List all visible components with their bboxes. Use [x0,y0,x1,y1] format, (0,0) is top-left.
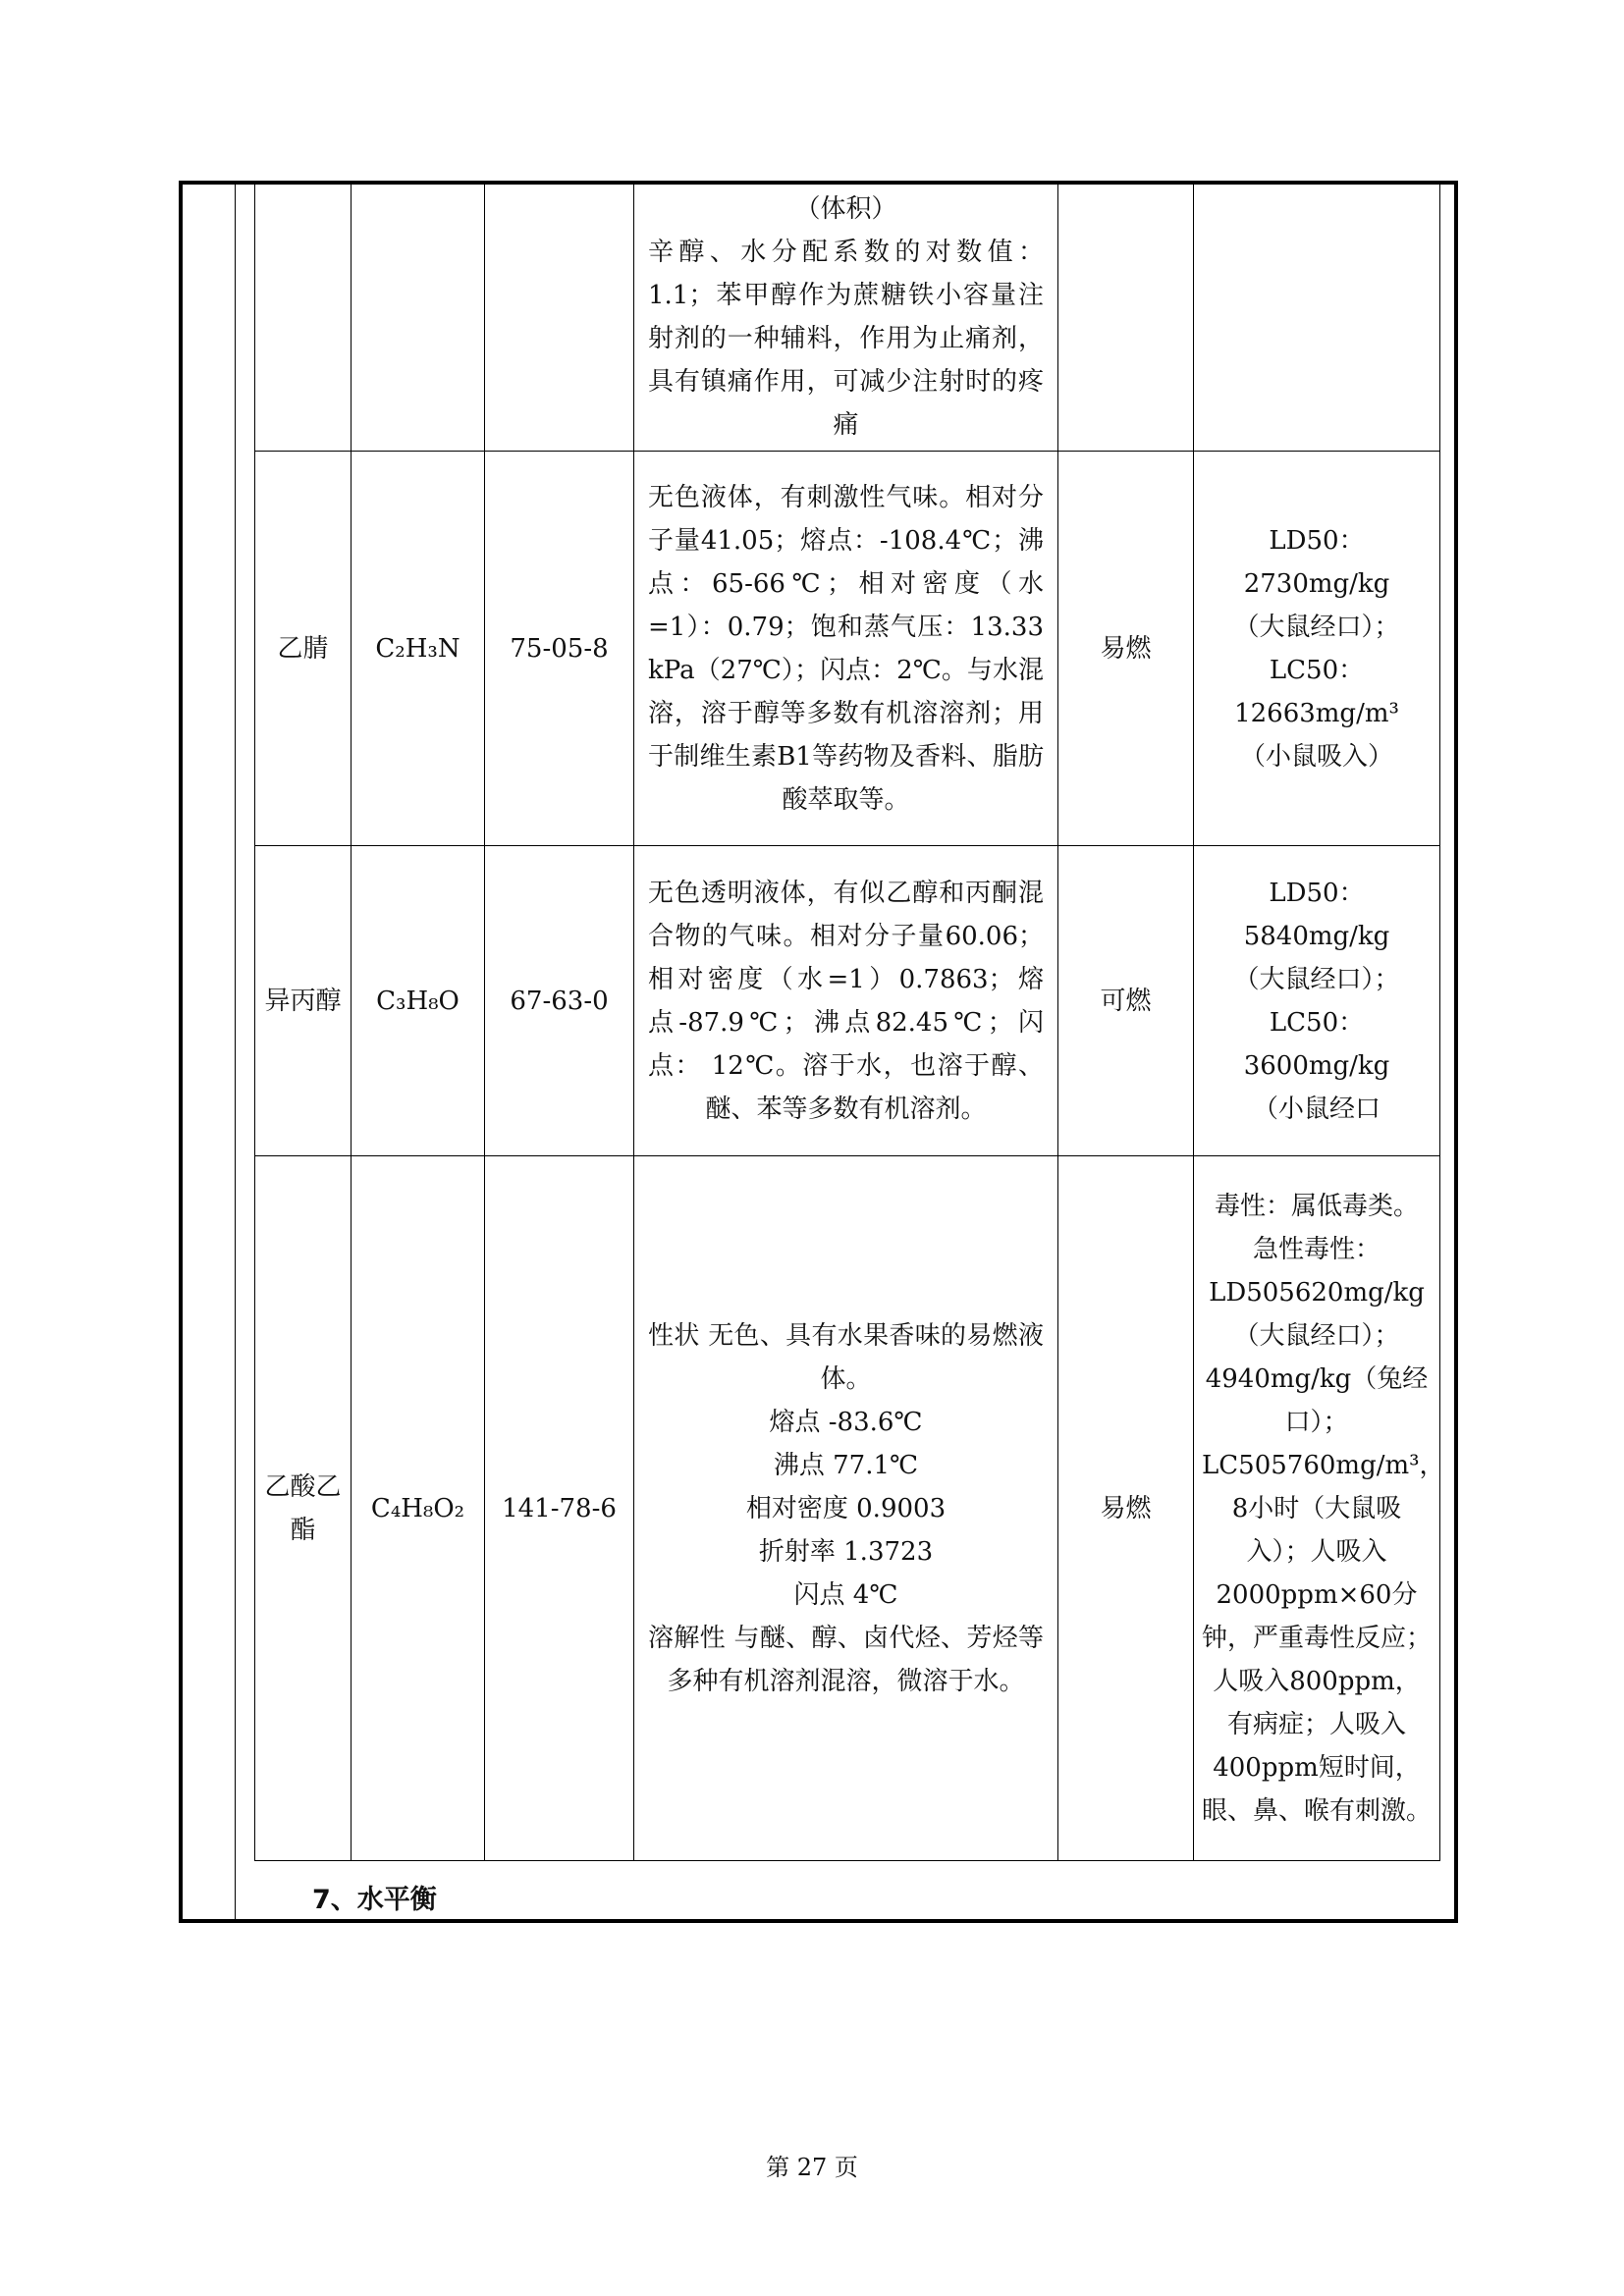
toxicity-line: LC50：3600mg/kg [1243,1007,1390,1081]
hazard-class-cell [1058,184,1194,452]
property-line: （体积） [794,194,897,224]
hazard-class-cell: 易燃 [1058,452,1194,846]
cas-number-cell: 75-05-8 [485,452,634,846]
property-line: 相对密度 0.9003 [745,1493,947,1523]
table-row [255,452,1440,846]
toxicity-cell [1194,846,1440,1156]
toxicity-line: 毒性：属低毒类。 [1214,1191,1419,1221]
cas-number-cell [485,184,634,452]
toxicity-line: 急性毒性：LD505620mg/kg（大鼠经口）；4940mg/kg（兔经口）；LC505760mg/m³，8小时（大鼠吸入）；人吸入2000ppm×60分钟，严重毒性反应；人吸入800ppm，有病症；人吸入400ppm短时间，眼、鼻、喉有刺激。 [1202,1234,1445,1826]
property-line: 沸点 77.1℃ [773,1450,919,1480]
table-row [255,1156,1440,1861]
toxicity-line: LD50：2730mg/kg [1243,525,1390,599]
table-row [255,846,1440,1156]
property-line: 辛醇、水分配系数的对数值：1.1；苯甲醇作为蔗糖铁小容量注射剂的一种辅料，作用为止痛剂，具有镇痛作用，可减少注射时的疼痛 [648,238,1044,440]
toxicity-line: （小鼠吸入） [1239,741,1393,772]
properties-cell [634,1156,1058,1861]
section-heading: 7、水平衡 [312,1885,437,1915]
toxicity-line: （大鼠经口）； [1233,964,1400,994]
substance-name-cell [255,184,352,452]
substance-name-cell: 乙酸乙酯 [255,1156,352,1861]
properties-cell [634,846,1058,1156]
formula-cell [352,184,485,452]
substance-name-cell: 异丙醇 [255,846,352,1156]
toxicity-cell [1194,184,1440,452]
property-line: 无色液体，有刺激性气味。相对分子量41.05；熔点：-108.4℃；沸点：65-66℃；相对密度（水=1）：0.79；饱和蒸气压：13.33 kPa（27℃）；闪点：2℃。与水混溶，溶于醇等多数有机溶溶剂；用于制维生素B1等药物及香料、脂肪酸萃取等。 [648,482,1044,815]
toxicity-line: LC50： [1269,655,1365,685]
property-line: 熔点 -83.6℃ [769,1407,923,1437]
toxicity-cell [1194,1156,1445,1861]
formula-cell: C₃H₈O [352,846,485,1156]
table-row [255,184,1440,452]
toxicity-line: （大鼠经口）； [1233,612,1400,642]
frame-inner-line [235,181,236,1923]
properties-cell [634,184,1058,452]
property-line: 无色透明液体，有似乙醇和丙酮混合物的气味。相对分子量60.06；相对密度（水=1）0.7863；熔点-87.9℃；沸点82.45℃；闪点： 12℃。溶于水，也溶于醇、醚、苯等多数有机溶剂。 [648,878,1044,1124]
formula-cell: C₄H₈O₂ [352,1156,485,1861]
property-line: 折射率 1.3723 [758,1536,934,1567]
cas-number-cell: 141-78-6 [485,1156,634,1861]
substance-name-cell: 乙腈 [255,452,352,846]
property-line: 性状 无色、具有水果香味的易燃液体。 [648,1320,1044,1394]
cas-number-cell: 67-63-0 [485,846,634,1156]
toxicity-line: 12663mg/m³ [1234,698,1399,728]
chemical-properties-table [254,183,1445,1861]
property-line: 闪点 4℃ [793,1579,898,1610]
toxicity-line: LD50：5840mg/kg [1243,878,1390,951]
toxicity-cell [1194,452,1440,846]
hazard-class-cell: 可燃 [1058,846,1194,1156]
page-number: 第 27 页 [766,2154,858,2181]
formula-cell: C₂H₃N [352,452,485,846]
property-line: 溶解性 与醚、醇、卤代烃、芳烃等多种有机溶剂混溶，微溶于水。 [648,1623,1044,1696]
toxicity-line: （小鼠经口 [1252,1094,1380,1124]
hazard-class-cell: 易燃 [1058,1156,1194,1861]
properties-cell [634,452,1058,846]
